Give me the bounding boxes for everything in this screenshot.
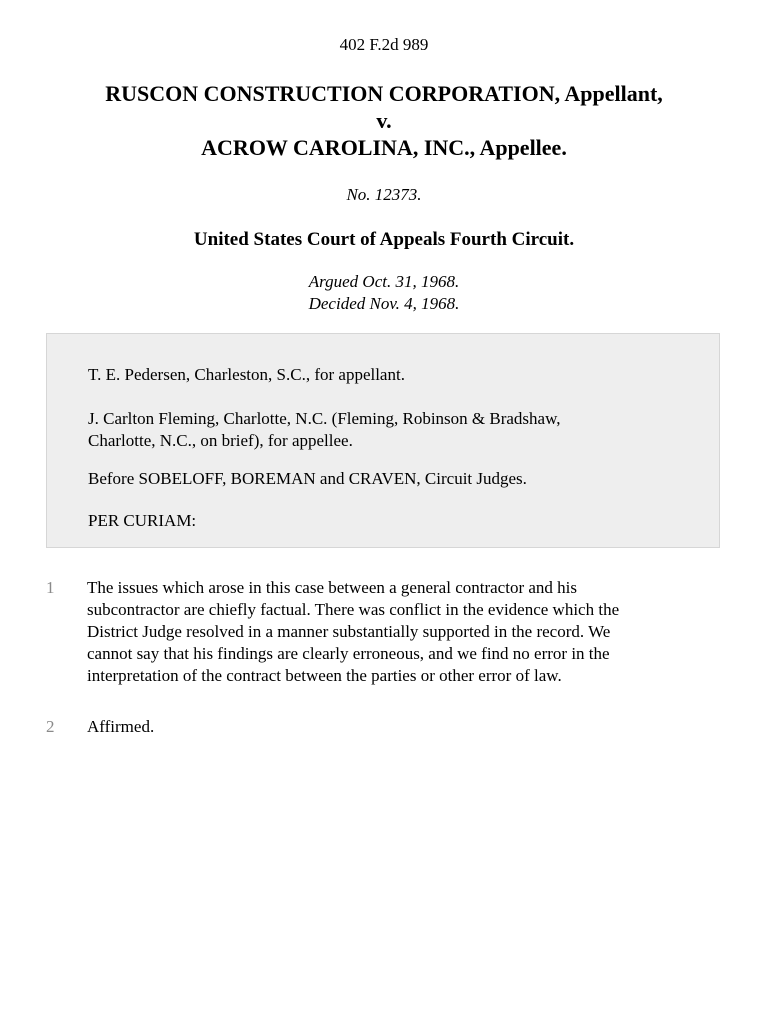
paragraph-number: 2	[46, 717, 55, 736]
paragraph-number: 1	[46, 578, 55, 597]
paragraph-line: District Judge resolved in a manner substantially supported in the record. We	[87, 622, 611, 641]
appellee-counsel	[88, 408, 698, 452]
appellant-counsel: T. E. Pedersen, Charleston, S.C., for appellant.	[88, 365, 405, 384]
docket-number: No. 12373.	[346, 185, 422, 204]
case-dates	[0, 271, 768, 315]
appellee-name: ACROW CAROLINA, INC., Appellee.	[201, 135, 567, 160]
court-name: United States Court of Appeals Fourth Circuit.	[193, 229, 575, 250]
appellee-counsel-line: Charlotte, N.C., on brief), for appellee.	[88, 431, 353, 450]
counsel-box	[46, 333, 720, 548]
versus-label: v.	[376, 108, 392, 133]
appellant-name: RUSCON CONSTRUCTION CORPORATION, Appellant,	[105, 81, 663, 106]
paragraph-line: cannot say that his findings are clearly erroneous, and we find no error in the	[87, 644, 610, 663]
decided-date: Decided Nov. 4, 1968.	[308, 294, 460, 313]
paragraph-line: interpretation of the contract between the parties or other error of law.	[87, 666, 562, 685]
argued-date: Argued Oct. 31, 1968.	[308, 272, 460, 291]
paragraph-text	[87, 716, 723, 738]
paragraph-text	[87, 577, 723, 687]
paragraph-line: The issues which arose in this case between a general contractor and his	[87, 578, 577, 597]
per-curiam-label: PER CURIAM:	[88, 511, 197, 530]
citation: 402 F.2d 989	[339, 35, 429, 54]
case-caption	[0, 80, 768, 161]
paragraph-line: Affirmed.	[87, 717, 155, 736]
paragraph-line: subcontractor are chiefly factual. There was conflict in the evidence which the	[87, 600, 620, 619]
appellee-counsel-line: J. Carlton Fleming, Charlotte, N.C. (Fleming, Robinson & Bradshaw,	[88, 409, 561, 428]
bench-judges: Before SOBELOFF, BOREMAN and CRAVEN, Circuit Judges.	[88, 469, 527, 488]
